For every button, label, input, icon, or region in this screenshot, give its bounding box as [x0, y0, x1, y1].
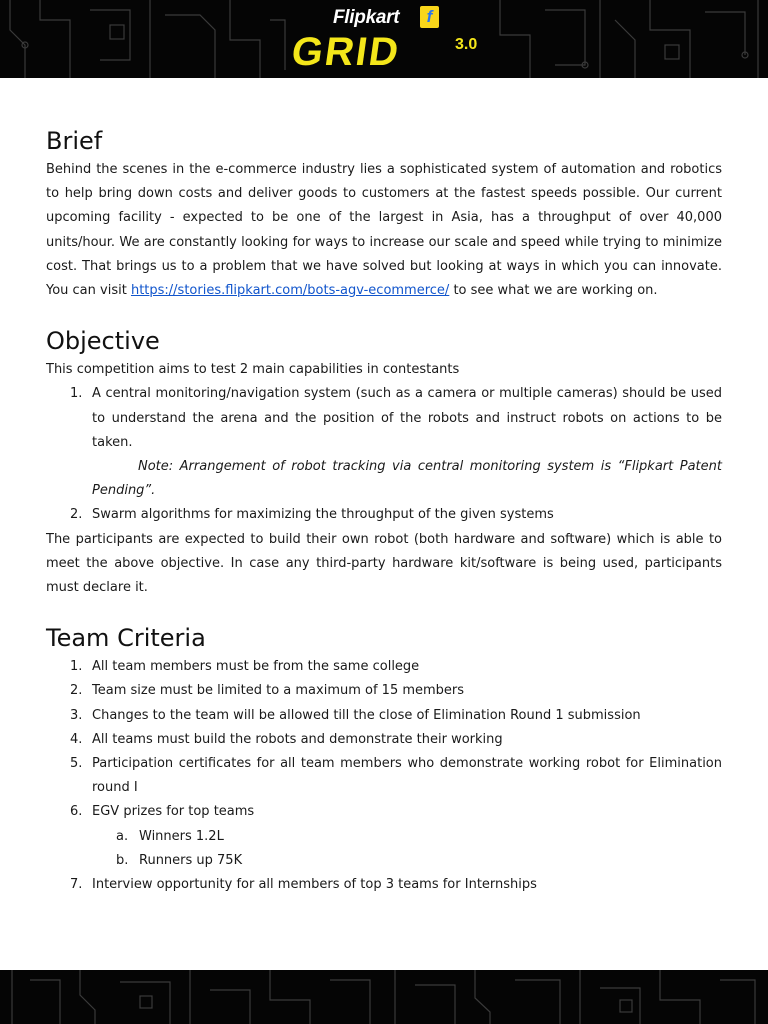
list-number: 5. — [70, 756, 83, 772]
list-item — [46, 752, 722, 800]
list-number: 1. — [70, 659, 83, 675]
objective-heading: Objective — [46, 327, 160, 356]
list-number: 2. — [70, 507, 83, 523]
objective-outro: The participants are expected to build their own robot (both hardware and software) which is able to meet the above objective. In case any third-party hardware kit/software is being used, participants must declare it. — [46, 531, 722, 596]
list-number: 7. — [70, 877, 83, 893]
brief-paragraph — [46, 158, 722, 303]
list-number: 2. — [70, 683, 83, 699]
objective-intro: This competition aims to test 2 main capabilities in contestants — [46, 362, 460, 378]
list-text: Team size must be limited to a maximum of 15 members — [92, 683, 465, 699]
document-body — [46, 124, 722, 897]
sub-list-item — [46, 825, 722, 849]
list-item — [46, 679, 722, 703]
list-text: Changes to the team will be allowed till the close of Elimination Round 1 submission — [92, 707, 641, 723]
list-letter: a. — [116, 828, 129, 844]
event-name: GRID — [288, 30, 404, 74]
team-criteria-list — [46, 655, 722, 897]
objective-list — [46, 382, 722, 527]
brief-heading: Brief — [46, 127, 103, 155]
brand-name: Flipkart — [333, 7, 400, 28]
list-number: 3. — [70, 707, 83, 723]
list-item — [46, 873, 722, 897]
flipkart-icon: f — [420, 6, 439, 28]
list-item — [46, 704, 722, 728]
circuit-pattern-decoration — [0, 970, 768, 1024]
list-number: 1. — [70, 386, 83, 402]
objective-section — [46, 324, 722, 600]
sub-list-item — [46, 849, 722, 873]
list-item — [46, 503, 722, 527]
list-text: Interview opportunity for all members of top 3 teams for Internships — [92, 877, 537, 893]
list-text: All teams must build the robots and demonstrate their working — [92, 731, 503, 747]
flipkart-grid-logo — [0, 0, 768, 78]
list-letter: b. — [116, 852, 129, 868]
team-criteria-heading: Team Criteria — [46, 624, 206, 653]
list-item — [46, 655, 722, 679]
list-text: A central monitoring/navigation system (such as a camera or multiple cameras) should be used to understand the arena and the position of the robots and instruct robots on actions to be taken. — [92, 386, 722, 450]
list-text: Runners up 75K — [139, 852, 243, 868]
flipkart-stories-link[interactable]: https://stories.flipkart.com/bots-agv-ecommerce/ — [130, 283, 450, 299]
list-text: All team members must be from the same college — [92, 659, 420, 675]
list-text: Participation certificates for all team members who demonstrate working robot for Elimination round I — [92, 756, 722, 796]
header-banner — [0, 0, 768, 78]
team-criteria-section — [46, 621, 722, 897]
list-item — [46, 382, 722, 455]
list-text: EGV prizes for top teams — [92, 804, 255, 820]
list-text: Winners 1.2L — [139, 828, 224, 844]
patent-note: Note: Arrangement of robot tracking via central monitoring system is “Flipkart Patent Pending”. — [92, 459, 722, 499]
brief-section — [46, 124, 722, 303]
list-text: Swarm algorithms for maximizing the throughput of the given systems — [92, 507, 554, 523]
list-item — [46, 728, 722, 752]
list-item — [46, 800, 722, 824]
brief-text: Behind the scenes in the e-commerce industry lies a sophisticated system of automation and robotics to help bring down costs and deliver goods to customers at the fastest speeds possible. Our current upcoming facility - expected to be one of the largest in Asia, has a throughput of over 40,000 units/hour. We are constantly looking for ways to increase our scale and speed while trying to minimize cost. That brings us to a problem that we have solved but looking at ways in which you can innovate. You can visit — [46, 162, 722, 299]
event-version: 3.0 — [455, 36, 478, 53]
footer-banner — [0, 970, 768, 1024]
brief-text-end: to see what we are working on. — [453, 283, 658, 299]
list-number: 6. — [70, 804, 83, 820]
list-number: 4. — [70, 731, 83, 747]
